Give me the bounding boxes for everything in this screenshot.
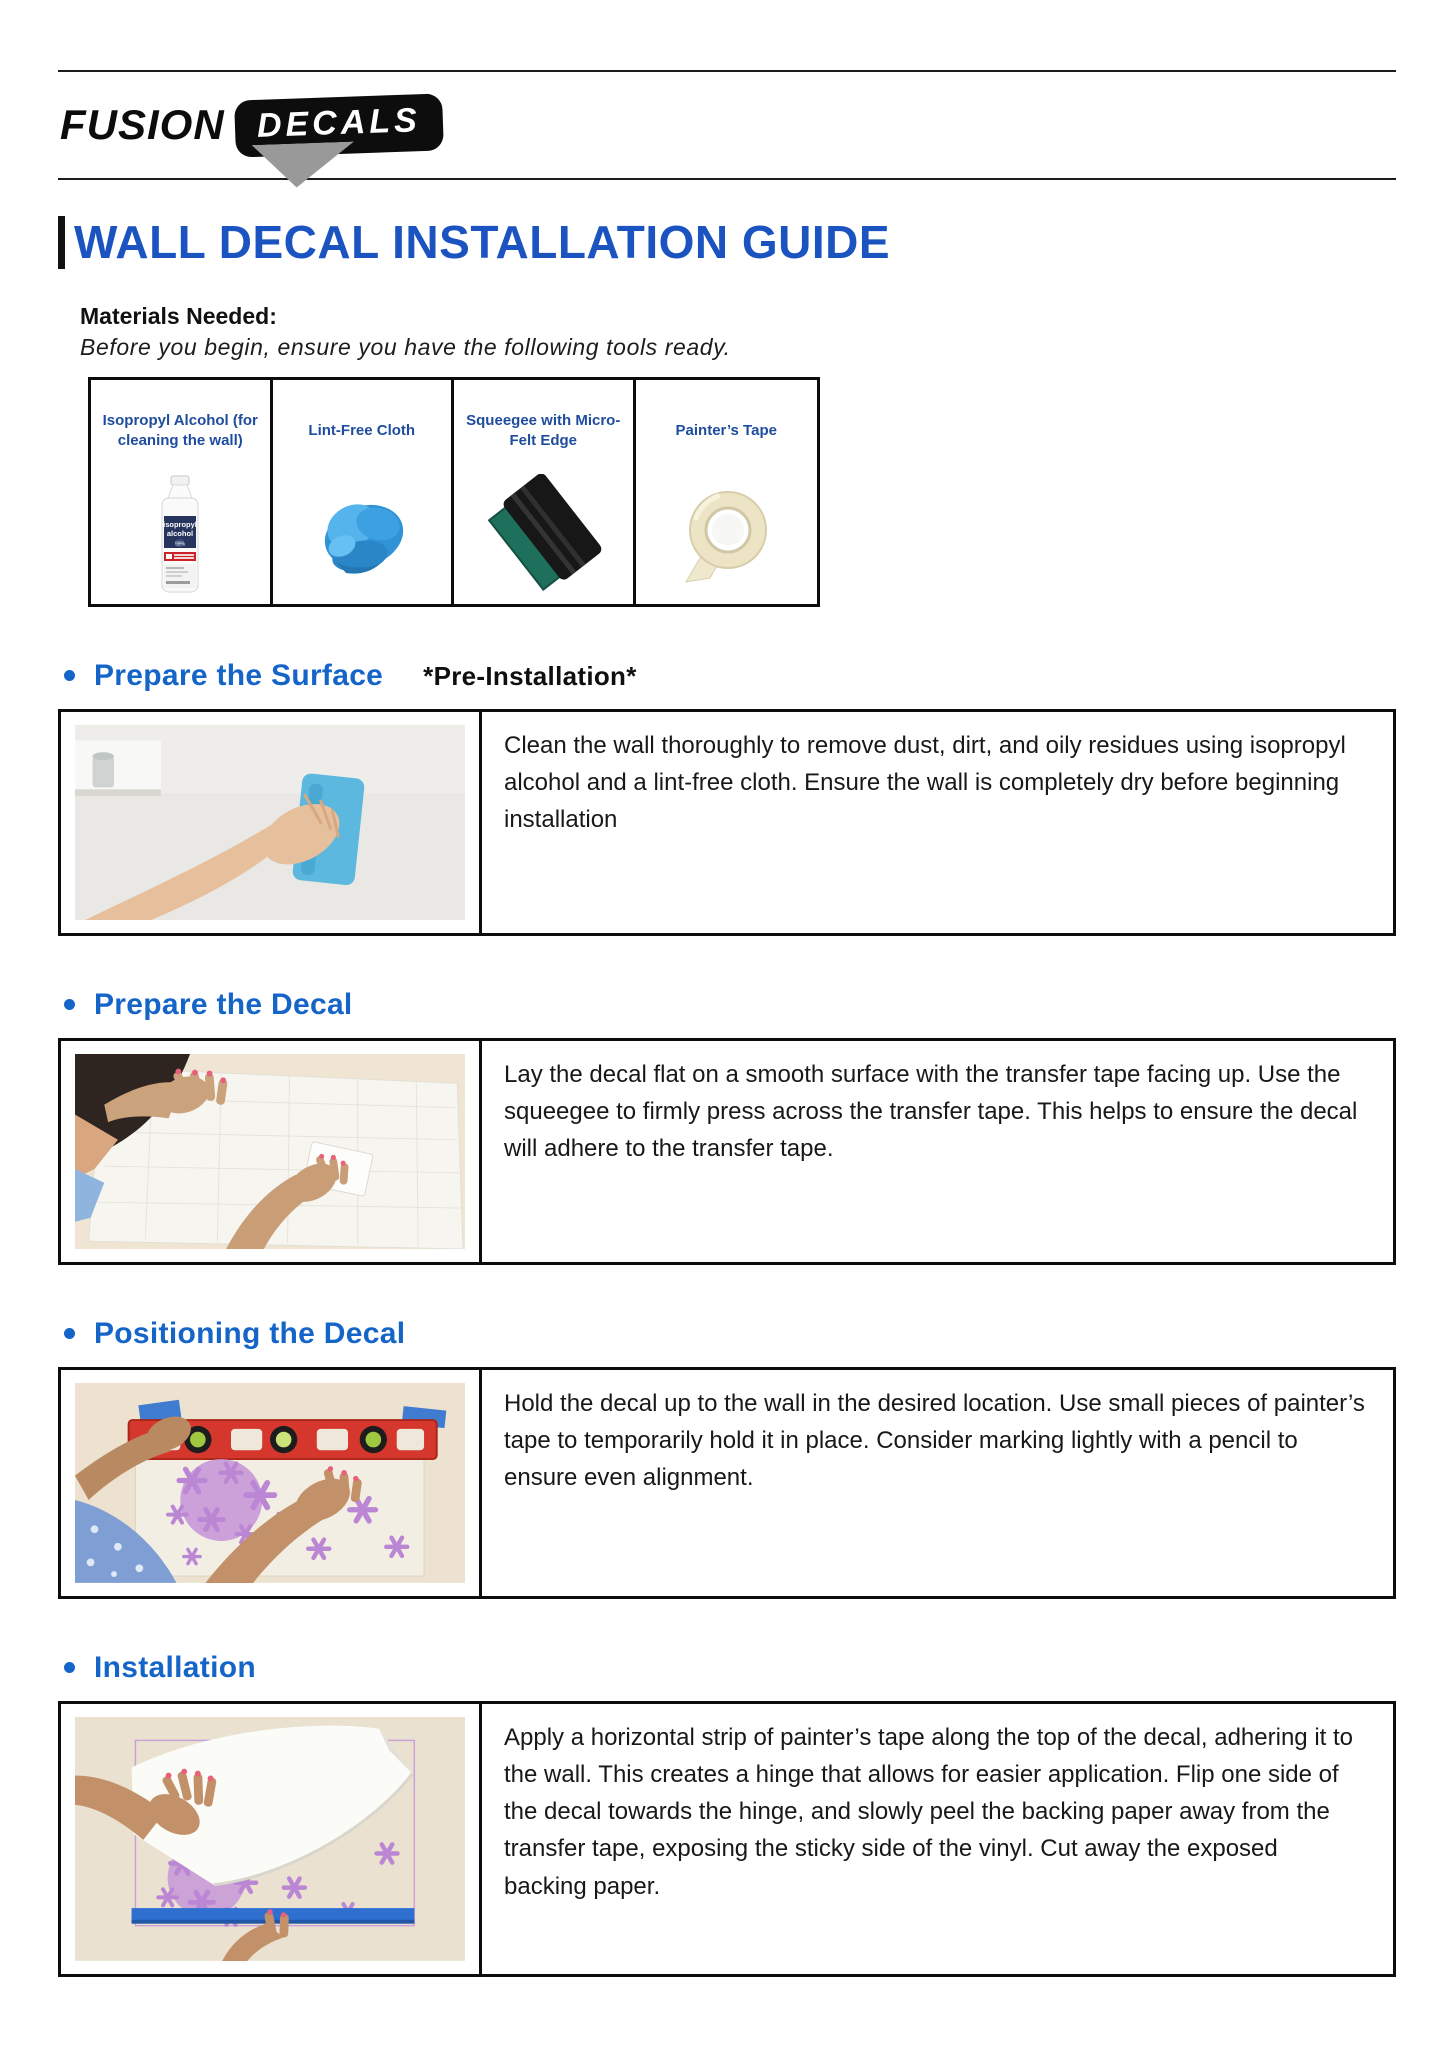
section-heading-positioning-decal	[64, 1317, 1396, 1351]
cloth-icon	[302, 474, 422, 594]
material-cell-isopropyl-alcohol	[91, 380, 273, 604]
bullet-icon	[64, 1662, 75, 1673]
material-cell-squeegee	[454, 380, 636, 604]
materials-table	[88, 377, 820, 607]
section-title: Prepare the Decal	[94, 987, 353, 1021]
step-instructions: Clean the wall thoroughly to remove dust, dirt, and oily residues using isopropyl alcohol and a lint-free cloth. Ensure the wall is completely dry before beginning installation	[504, 731, 1346, 834]
section-heading-prepare-decal	[64, 988, 1396, 1022]
materials-heading: Materials Needed:	[80, 302, 277, 329]
materials-subheading: Before you begin, ensure you have the following tools ready.	[80, 333, 731, 360]
fusion-decals-logo	[58, 72, 1396, 178]
bullet-icon	[64, 1328, 75, 1339]
page-title	[58, 216, 1396, 269]
page-title-text: WALL DECAL INSTALLATION GUIDE	[74, 216, 891, 268]
wiping-wall-photo	[61, 712, 482, 933]
pressing-transfer-tape-photo	[61, 1041, 482, 1262]
step-box-positioning-decal	[58, 1367, 1396, 1599]
logo-tail-shape	[251, 140, 380, 188]
bullet-icon	[64, 999, 75, 1010]
logo-decals-text: DECALS	[255, 100, 421, 145]
section-heading-installation	[64, 1651, 1396, 1685]
pre-installation-note: *Pre-Installation*	[423, 660, 637, 691]
section-title: Positioning the Decal	[94, 1316, 406, 1350]
peeling-backing-paper-photo	[61, 1704, 482, 1974]
bullet-icon	[64, 670, 75, 681]
installation-guide-page	[0, 70, 1454, 2070]
material-cell-lint-free-cloth	[273, 380, 455, 604]
leveling-decal-photo	[61, 1370, 482, 1596]
svg-text:alcohol: alcohol	[167, 528, 194, 538]
alcohol-bottle-icon	[137, 474, 223, 594]
material-label: Lint-Free Cloth	[308, 421, 416, 439]
material-cell-painters-tape	[636, 380, 818, 604]
material-label: Squeegee with Micro-Felt Edge	[466, 411, 621, 449]
step-instructions: Apply a horizontal strip of painter’s tape along the top of the decal, adhering it to the wall. This creates a hinge that allows for easier application. Flip one side of the decal towards the hinge, and slowly peel the backing paper away from the transfer tape, exposing the sticky side of the vinyl. Cut away the exposed backing paper.	[504, 1723, 1353, 1900]
tape-roll-icon	[666, 474, 786, 594]
step-instructions: Lay the decal flat on a smooth surface with the transfer tape facing up. Use the squeegee to firmly press across the transfer tape. This helps to ensure the decal will adhere to the transfer tape.	[504, 1060, 1358, 1163]
material-label: Painter’s Tape	[675, 421, 777, 439]
logo-decals-badge	[236, 95, 442, 155]
section-heading-prepare-surface	[64, 659, 1396, 693]
svg-text:99%: 99%	[175, 541, 186, 548]
title-accent-bar	[58, 216, 65, 269]
header-rule	[58, 178, 1396, 180]
material-label: Isopropyl Alcohol (for cleaning the wall)	[102, 411, 258, 449]
step-box-installation	[58, 1701, 1396, 1977]
svg-text:isopropyl: isopropyl	[163, 519, 198, 529]
section-title: Installation	[94, 1650, 256, 1684]
step-box-prepare-decal	[58, 1038, 1396, 1265]
step-box-prepare-surface	[58, 709, 1396, 936]
step-instructions: Hold the decal up to the wall in the desired location. Use small pieces of painter’s tape to temporarily hold it in place. Consider marking lightly with a pencil to ensure even alignment.	[504, 1389, 1365, 1492]
logo-fusion-text: FUSION	[60, 101, 225, 148]
squeegee-icon	[483, 474, 603, 594]
section-title: Prepare the Surface	[94, 658, 384, 692]
